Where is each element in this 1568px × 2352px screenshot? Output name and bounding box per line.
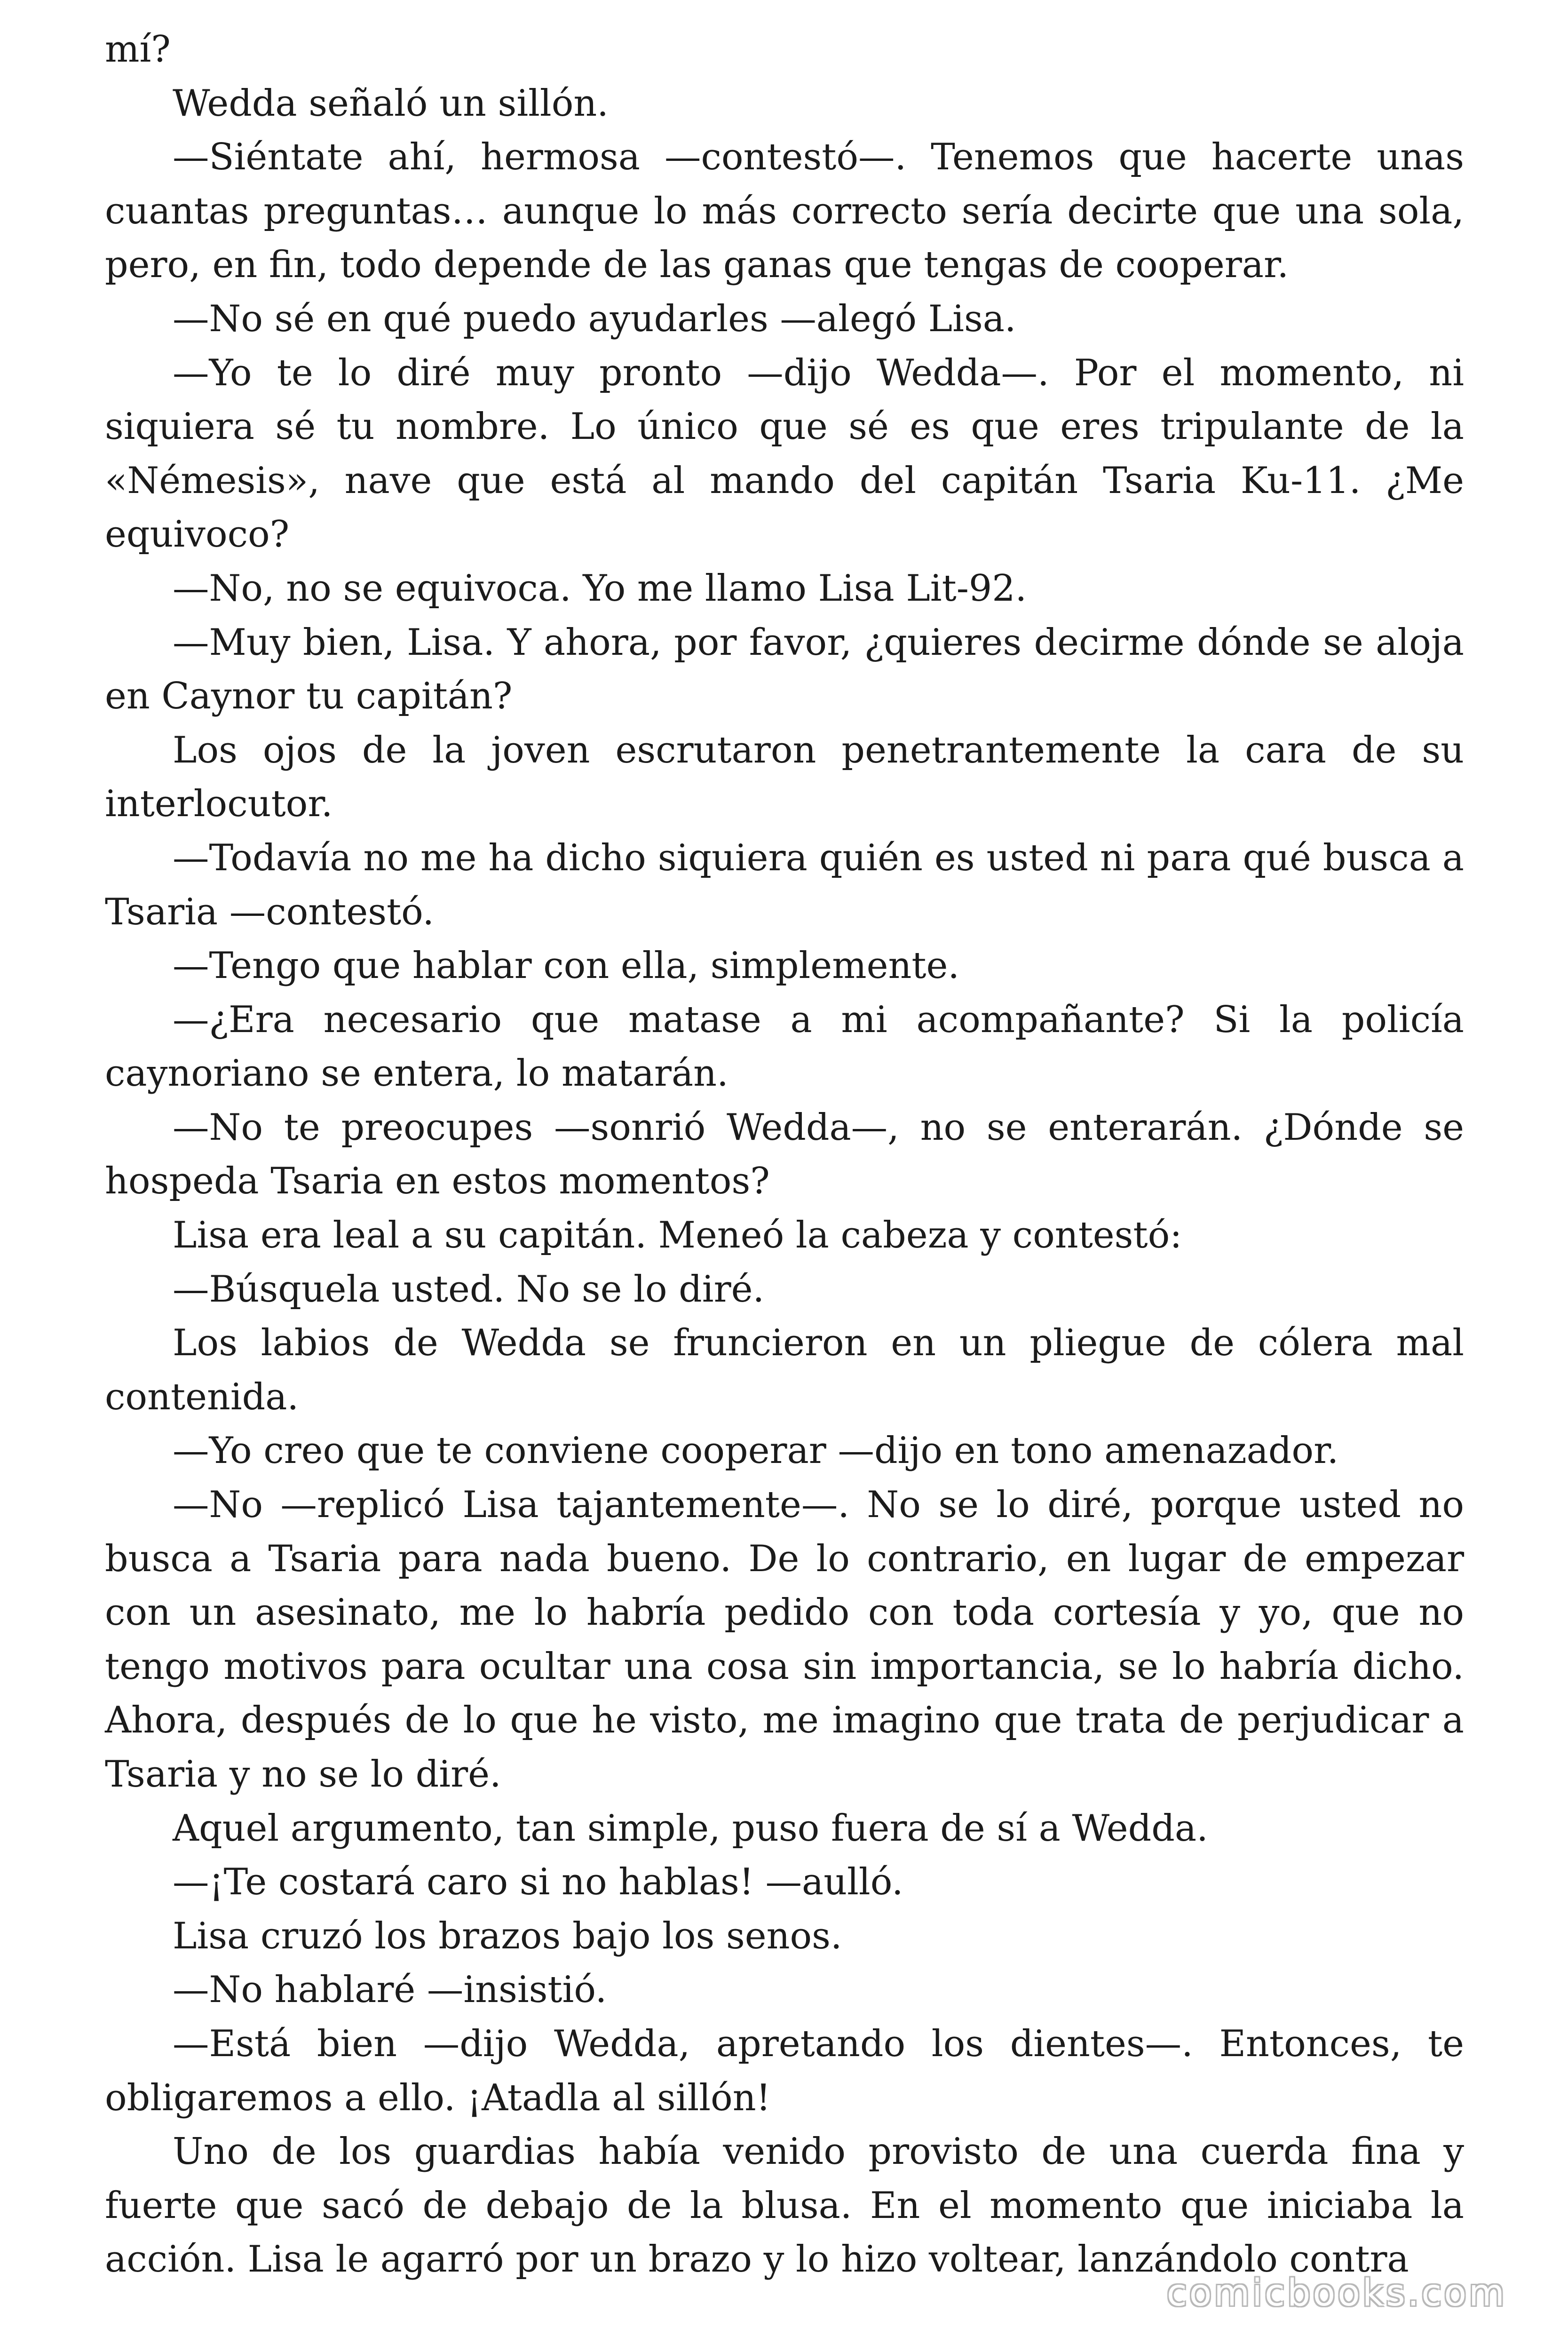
paragraph: Los ojos de la joven escrutaron penetrantemente la cara de su interlocutor. (105, 729, 1464, 826)
watermark-logo: comicbooks.com (1166, 2272, 1507, 2314)
paragraph: Wedda señaló un sillón. (173, 82, 609, 125)
paragraph-continuation: mí? (105, 28, 171, 71)
paragraph: —Siéntate ahí, hermosa —contestó—. Tenemos que hacerte unas cuantas preguntas… aunque lo más correcto sería decirte que una sola, pero, en fin, todo depende de las ganas que tengas de cooperar. (105, 136, 1464, 286)
paragraph: Los labios de Wedda se fruncieron en un pliegue de cólera mal contenida. (105, 1322, 1464, 1418)
paragraph: —Está bien —dijo Wedda, apretando los dientes—. Entonces, te obligaremos a ello. ¡Atadla al sillón! (105, 2022, 1464, 2119)
paragraph: —No, no se equivoca. Yo me llamo Lisa Lit-92. (173, 567, 1027, 610)
paragraph: —Muy bien, Lisa. Y ahora, por favor, ¿quieres decirme dónde se aloja en Caynor tu capitán? (105, 621, 1464, 718)
paragraph: —No te preocupes —sonrió Wedda—, no se enterarán. ¿Dónde se hospeda Tsaria en estos momentos? (105, 1106, 1464, 1203)
paragraph: —Todavía no me ha dicho siquiera quién es usted ni para qué busca a Tsaria —contestó. (105, 836, 1464, 933)
paragraph: —¡Te costará caro si no hablas! —aulló. (173, 1861, 903, 1904)
paragraph: Lisa era leal a su capitán. Meneó la cabeza y contestó: (173, 1214, 1182, 1257)
paragraph: —No sé en qué puedo ayudarles —alegó Lisa. (173, 297, 1016, 340)
paragraph: —No —replicó Lisa tajantemente—. No se lo diré, porque usted no busca a Tsaria para nada bueno. De lo contrario, en lugar de empezar con un asesinato, me lo habría pedido con toda cortesía y yo, que no tengo motivos para ocultar una cosa sin importancia, se lo habría dicho. Ahora, después de lo que he visto, me imagino que trata de perjudicar a Tsaria y no se lo diré. (105, 1484, 1464, 1796)
paragraph: —Búsquela usted. No se lo diré. (173, 1268, 765, 1311)
paragraph: Lisa cruzó los brazos bajo los senos. (173, 1915, 842, 1957)
book-page-text (105, 23, 1464, 2287)
paragraph: —¿Era necesario que matase a mi acompañante? Si la policía caynoriano se entera, lo matarán. (105, 998, 1464, 1095)
paragraph: —Yo creo que te conviene cooperar —dijo en tono amenazador. (173, 1430, 1339, 1472)
paragraph: —Yo te lo diré muy pronto —dijo Wedda—. Por el momento, ni siquiera sé tu nombre. Lo único que sé es que eres tripulante de la «Némesis», nave que está al mando del capitán Tsaria Ku-11. ¿Me equivoco? (105, 351, 1464, 556)
paragraph: Aquel argumento, tan simple, puso fuera de sí a Wedda. (173, 1807, 1208, 1850)
paragraph: Uno de los guardias había venido provisto de una cuerda fina y fuerte que sacó de debajo de la blusa. En el momento que iniciaba la acción. Lisa le agarró por un brazo y lo hizo voltear, lanzándolo contra (105, 2130, 1464, 2281)
paragraph: —No hablaré —insistió. (173, 1969, 607, 2011)
paragraph: —Tengo que hablar con ella, simplemente. (173, 945, 960, 987)
